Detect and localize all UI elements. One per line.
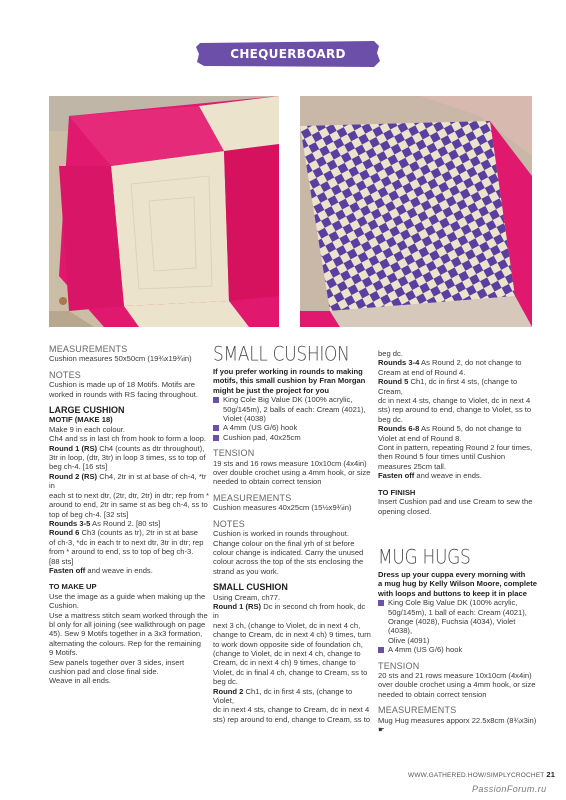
tension-heading: TENSION [378, 660, 420, 671]
rounds-6-8-line: measures 25cm tall. [378, 461, 446, 471]
column-right [378, 349, 538, 734]
page-number: 21 [546, 770, 556, 779]
materials-line: A 4mm (US G/6) hook [388, 645, 463, 655]
measurements-line [378, 716, 538, 735]
round-1-line: Violet, dc in final 4 ch, change to Cream, ss to [213, 667, 368, 677]
round-1-line: Cream, dc in next 4 ch) 9 times, change to [213, 658, 356, 668]
column-left [49, 345, 209, 686]
measurements-text: Cushion measures 50x50cm (19¾x19¾in) [49, 354, 192, 364]
make-up-line: Sew panels together over 3 sides, insert [49, 657, 185, 667]
motif-line: Make 9 in each colour. [49, 424, 125, 434]
column-middle [213, 343, 373, 724]
footer-url: WWW.GATHERED.HOW/SIMPLYCROCHET [408, 772, 545, 779]
materials-line: King Cole Big Value DK (100% acrylic, [388, 598, 518, 608]
notes-line: colour change is indicated. Carry the unused [213, 547, 364, 557]
round-1-line: beg ch-4. [16 sts] [49, 462, 108, 472]
tension-line: over double crochet using a 4mm hook, or size [378, 680, 536, 690]
materials-item [213, 423, 373, 432]
round-5-line: dc in next 4 sts, change to Violet, dc in next 4 [378, 396, 531, 406]
notes-line: strand as you work. [213, 566, 279, 576]
round-1-line: change to Cream, dc in next 4 ch) 9 times, turn [213, 630, 371, 640]
large-cushion-heading: LARGE CUSHION [49, 405, 125, 416]
round-text: Ch1, dc in first 4 sts, (change to Cream, [378, 377, 518, 396]
make-up-line: Use a mattress stitch seam worked through the [49, 610, 208, 620]
intro-line: might be just the project for you [213, 385, 330, 395]
rounds-6-8 [378, 424, 538, 433]
round-label: Rounds 3-4 [378, 358, 420, 368]
make-up-line: cushion pad and close final side. [49, 667, 159, 676]
mug-intro-line: Dress up your cuppa every morning with [378, 569, 526, 579]
materials-item [378, 645, 538, 654]
round-text: As Round 2. [80 sts] [90, 518, 161, 528]
round-label: Rounds 3-5 [49, 518, 91, 528]
materials-line: Orange (4028), Fuchsia (4034), Violet (4038), [388, 616, 516, 636]
mug-intro-line: a mug hug by Kelly Wilson Moore, complete [378, 579, 537, 589]
notes-line: Cushion is made up of 18 Motifs. Motifs are [49, 380, 196, 390]
small-cushion-title: SMALL CUSHION [213, 343, 350, 366]
round-text: Ch4 (counts as dtr throughout), [97, 443, 205, 453]
round-6-line: from * around to end, ss to top of beg ch-3. [49, 547, 194, 557]
materials-line: A 4mm (US G/6) hook [223, 423, 298, 433]
measurements-heading: MEASUREMENTS [378, 705, 457, 716]
intro-line: If you prefer working in rounds to making [213, 367, 363, 376]
materials-line: 50g/145m), 2 balls of each: Cream (4021), [223, 404, 366, 414]
mug-materials-list [378, 598, 538, 654]
materials-line: King Cole Big Value DK (100% acrylic, [223, 395, 353, 405]
round-1 [213, 602, 373, 621]
continue-arrow-icon: ☛ [378, 725, 385, 734]
notes-heading: NOTES [49, 369, 82, 380]
rounds-3-4 [378, 358, 538, 367]
fasten-text: and weave in ends. [414, 471, 482, 481]
round-label: Round 1 (RS) [49, 443, 98, 453]
fasten-label: Fasten off [49, 565, 86, 575]
finish-line: opening closed. [378, 506, 432, 516]
round-5 [378, 377, 538, 396]
round-1-line: 3tr in loop, (dtr, 3tr) in loop 3 times, ss to top of [49, 453, 206, 463]
notes-heading: NOTES [213, 518, 246, 529]
measurements-text: Mug Hug measures apporx 22.5x8cm (8¾x3in) [378, 715, 537, 725]
measurements-heading: MEASUREMENTS [213, 492, 292, 503]
mug-intro-line: with loops and buttons to keep it in place [378, 588, 527, 598]
motif-heading: MOTIF (MAKE 18) [49, 415, 113, 425]
materials-line: Olive (4091) [388, 635, 430, 645]
round-label: Round 5 [378, 377, 409, 387]
large-cushion-photo [49, 96, 279, 327]
materials-item [213, 395, 373, 423]
round-1-line: (change to Violet, dc in next 4 ch, change to [213, 648, 361, 658]
round-2 [49, 472, 209, 491]
make-up-line: Weave in all ends. [49, 676, 111, 686]
tension-line: 19 sts and 16 rows measure 10x10cm (4x4in) [213, 458, 367, 468]
rounds-6-8-line: Cont in pattern, repeating Round 2 four times, [378, 443, 533, 453]
finish-line: Insert Cushion pad and use Cream to sew the [378, 497, 533, 507]
tension-heading: TENSION [213, 448, 255, 459]
using-line: Using Cream, ch77. [213, 592, 281, 602]
round-label: Rounds 6-8 [378, 424, 420, 434]
fasten-text: and weave in ends. [85, 565, 153, 575]
notes-line: Change colour on the final yrh of st before [213, 538, 355, 548]
make-up-line: bl only for all joining (see walkthrough on page [49, 619, 206, 629]
tension-line: over double crochet using a 4mm hook, or size [213, 468, 371, 478]
round-text: As Round 2, do not change to [419, 358, 522, 368]
round-6 [49, 528, 209, 537]
notes-line: colour across the top of the sts enclosing the [213, 557, 364, 567]
round-text: Ch1, dc in first 4 sts, (change to Violet, [213, 686, 353, 705]
fasten-off [378, 471, 538, 480]
round-5-line: beg dc. [378, 414, 403, 424]
round-5-line: sts) rep around to end, change to Violet, ss to [378, 405, 532, 415]
section-banner [196, 40, 380, 89]
round-text: As Round 5, do not change to [419, 424, 522, 434]
materials-item [378, 598, 538, 645]
materials-line: Cushion pad, 40x25cm [223, 432, 301, 442]
round-1-line: to work down opposite side of foundation ch, [213, 639, 363, 649]
round-2-line: around to end, 2tr in same st as beg ch-4, ss to [49, 500, 208, 510]
round-2-line: dc in next 4 sts, change to Cream, dc in next 4 [213, 705, 370, 715]
notes-line: worked in rounds with RS facing throughout. [49, 389, 199, 399]
tension-line: needed to obtain correct tension [213, 477, 322, 487]
materials-line: Violet (4038) [223, 414, 266, 424]
rounds-6-8-line: Violet at end of Round 8. [378, 433, 462, 443]
page-footer [408, 770, 555, 779]
make-up-line: Cushion. [49, 601, 79, 611]
materials-list [213, 395, 373, 442]
small-cushion-heading: SMALL CUSHION [213, 582, 288, 593]
mug-hugs-title: MUG HUGS [378, 545, 471, 569]
round-text: Ch3 (counts as tr), 2tr in st at base [79, 528, 198, 538]
fasten-label: Fasten off [378, 471, 415, 481]
round-1 [49, 444, 209, 453]
round-2 [213, 687, 373, 706]
round-label: Round 1 (RS) [213, 601, 262, 611]
round-label: Round 2 (RS) [49, 471, 98, 481]
notes-line: Cushion is worked in rounds throughout. [213, 529, 349, 539]
make-up-line: 45). Sew 9 Motifs together in a 3x3 formation, [49, 629, 203, 639]
round-text: Dc in second ch from hook, dc in [213, 601, 366, 621]
finish-heading: TO FINISH [378, 487, 416, 497]
rounds-6-8-line: then Round 5 four times until Cushion [378, 452, 506, 462]
round-2-line: top of beg ch-4. [32 sts] [49, 509, 129, 519]
materials-item [213, 433, 373, 442]
round-2-line: each st to next dtr, (2tr, dtr, 2tr) in dtr; rep from * [49, 490, 209, 500]
banner-title: CHEQUERBOARD COLLECTION [230, 47, 346, 89]
round-label: Round 2 [213, 686, 244, 696]
rounds-3-5 [49, 519, 209, 528]
rounds-3-4-line: Cream at end of Round 4. [378, 367, 466, 377]
intro-line: motifs, this small cushion by Fran Morgan [213, 376, 366, 386]
continued-line: beg dc. [378, 349, 403, 358]
make-up-line: 9 Motifs. [49, 648, 78, 658]
small-cushion-photo [300, 96, 532, 327]
measurements-text: Cushion measures 40x25cm (15½x9¾in) [213, 503, 352, 513]
round-1-line: next 3 ch, (change to Violet, dc in next 4 ch, [213, 620, 361, 630]
watermark: PassionForum.ru [472, 784, 547, 794]
round-6-line: of ch-3, *dc in each tr to next dtr, 3tr in dtr; rep [49, 537, 204, 547]
fasten-off [49, 566, 209, 575]
round-text: Ch4, 2tr in st at base of ch-4, *tr in [49, 471, 207, 491]
round-label: Round 6 [49, 528, 80, 538]
round-6-line: [88 sts] [49, 556, 74, 566]
make-up-line: Use the image as a guide when making up the [49, 591, 206, 601]
tension-line: needed to obtain correct tension [378, 689, 487, 699]
tension-line: 20 sts and 21 rows measure 10x10cm (4x4in) [378, 670, 532, 680]
round-2-line: sts) rep around to end, change to Cream, ss to [213, 714, 371, 724]
make-up-line: alternating the colours. Rep for the remaining [49, 638, 201, 648]
round-1-line: beg dc. [213, 677, 238, 687]
materials-line: 50g/145m), 1 ball of each: Cream (4021), [388, 607, 527, 617]
measurements-heading: MEASUREMENTS [49, 344, 128, 354]
motif-line: Ch4 and ss in last ch from hook to form a loop. [49, 434, 207, 444]
make-up-heading: TO MAKE UP [49, 582, 97, 592]
